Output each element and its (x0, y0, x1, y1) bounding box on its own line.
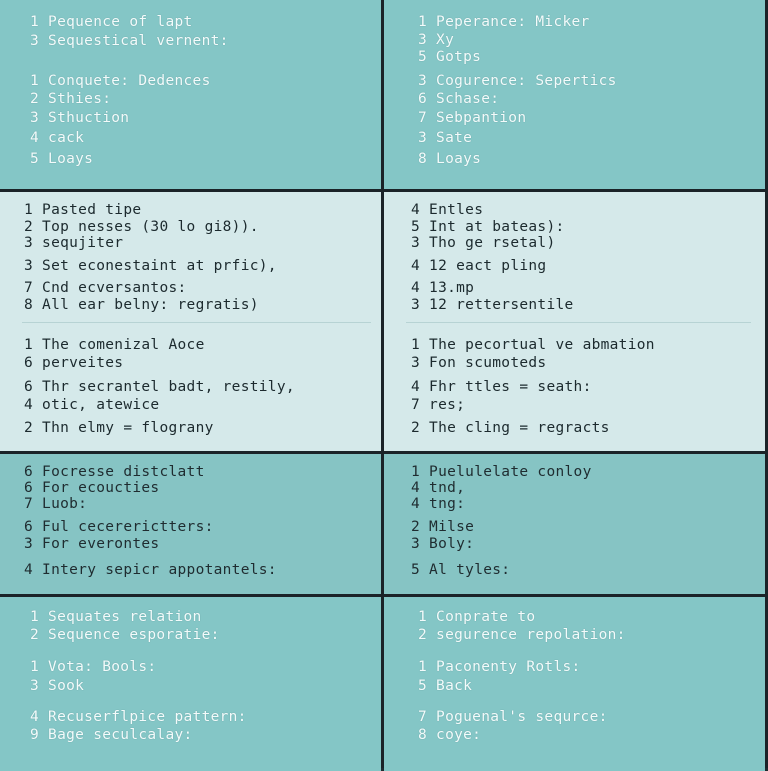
text-line: 1 Conquete: Dedences (30, 73, 211, 89)
text-line: 5 Gotps (418, 49, 482, 65)
text-line: 2 Milse (411, 519, 475, 535)
text-line: 3 For everontes (24, 536, 160, 552)
text-line: 6 Ful cecererictters: (24, 519, 214, 535)
text-line: 6 Schase: (418, 91, 500, 107)
text-line: 8 Loays (418, 151, 482, 167)
panel-middle-right (384, 192, 765, 451)
text-line: 4 otic, atewice (24, 397, 160, 413)
text-line: 1 Sequates relation (30, 609, 202, 625)
text-line: 1 The pecortual ve abmation (411, 337, 655, 353)
text-line: 5 Loays (30, 151, 94, 167)
text-line: 6 Thr secrantel badt, restily, (24, 379, 295, 395)
text-line: 1 Vota: Bools: (30, 659, 157, 675)
text-line: 2 Sthies: (30, 91, 112, 107)
text-line: 4 tng: (411, 496, 466, 512)
panel-lower-right (384, 454, 765, 594)
panel-middle-left (0, 192, 381, 451)
text-line: 7 Sebpantion (418, 110, 527, 126)
text-line: 1 Pasted tipe (24, 202, 142, 218)
panel-bottom-right (384, 597, 765, 771)
text-line: 3 sequjiter (24, 235, 124, 251)
text-line: 5 Back (418, 678, 473, 694)
text-line: 6 Focresse distclatt (24, 464, 205, 480)
text-line: 9 Bage seculcalay: (30, 727, 193, 743)
text-line: 1 The comenizal Aoce (24, 337, 205, 353)
panel-top-left (0, 0, 381, 189)
text-line: 5 Al tyles: (411, 562, 511, 578)
divider (22, 322, 371, 323)
text-line: 7 Poguenal's sequrce: (418, 709, 608, 725)
text-line: 7 Luob: (24, 496, 88, 512)
text-line: 1 Puelulelate conloy (411, 464, 592, 480)
text-line: 3 Sate (418, 130, 473, 146)
text-line: 2 segurence repolation: (418, 627, 626, 643)
text-line: 3 Sequestical vernent: (30, 33, 229, 49)
text-line: 5 Int at bateas): (411, 219, 565, 235)
text-line: 3 Sthuction (30, 110, 130, 126)
text-line: 1 Peperance: Micker (418, 14, 590, 30)
text-line: 4 Recuserflpice pattern: (30, 709, 247, 725)
text-line: 4 tnd, (411, 480, 466, 496)
text-line: 2 Top nesses (30 lo gi8)). (24, 219, 259, 235)
text-line: 8 coye: (418, 727, 482, 743)
text-line: 4 Fhr ttles = seath: (411, 379, 592, 395)
text-line: 3 Fon scumoteds (411, 355, 547, 371)
divider (406, 322, 751, 323)
text-line: 3 Set econestaint at prfic), (24, 258, 277, 274)
text-line: 4 Entles (411, 202, 484, 218)
panel-top-right (384, 0, 765, 189)
text-line: 3 12 rettersentile (411, 297, 574, 313)
text-line: 6 For ecoucties (24, 480, 160, 496)
text-line: 6 perveites (24, 355, 124, 371)
text-line: 1 Pequence of lapt (30, 14, 193, 30)
text-line: 4 Intery sepicr appotantels: (24, 562, 277, 578)
text-line: 3 Cogurence: Sepertics (418, 73, 617, 89)
text-line: 1 Paconenty Rotls: (418, 659, 581, 675)
text-line: 7 Cnd ecversantos: (24, 280, 187, 296)
text-line: 3 Tho ge rsetal) (411, 235, 556, 251)
text-line: 2 Sequence esporatie: (30, 627, 220, 643)
text-line: 2 Thn elmy = flograny (24, 420, 214, 436)
text-line: 7 res; (411, 397, 466, 413)
text-line: 8 All ear belny: regratis) (24, 297, 259, 313)
panel-bottom-left (0, 597, 381, 771)
text-line: 3 Sook (30, 678, 85, 694)
text-line: 3 Boly: (411, 536, 475, 552)
text-line: 4 12 eact pling (411, 258, 547, 274)
text-line: 4 13.mp (411, 280, 475, 296)
text-line: 3 Xy (418, 32, 455, 48)
text-line: 2 The cling = regracts (411, 420, 610, 436)
panel-lower-left (0, 454, 381, 594)
text-line: 1 Conprate to (418, 609, 536, 625)
text-line: 4 cack (30, 130, 85, 146)
